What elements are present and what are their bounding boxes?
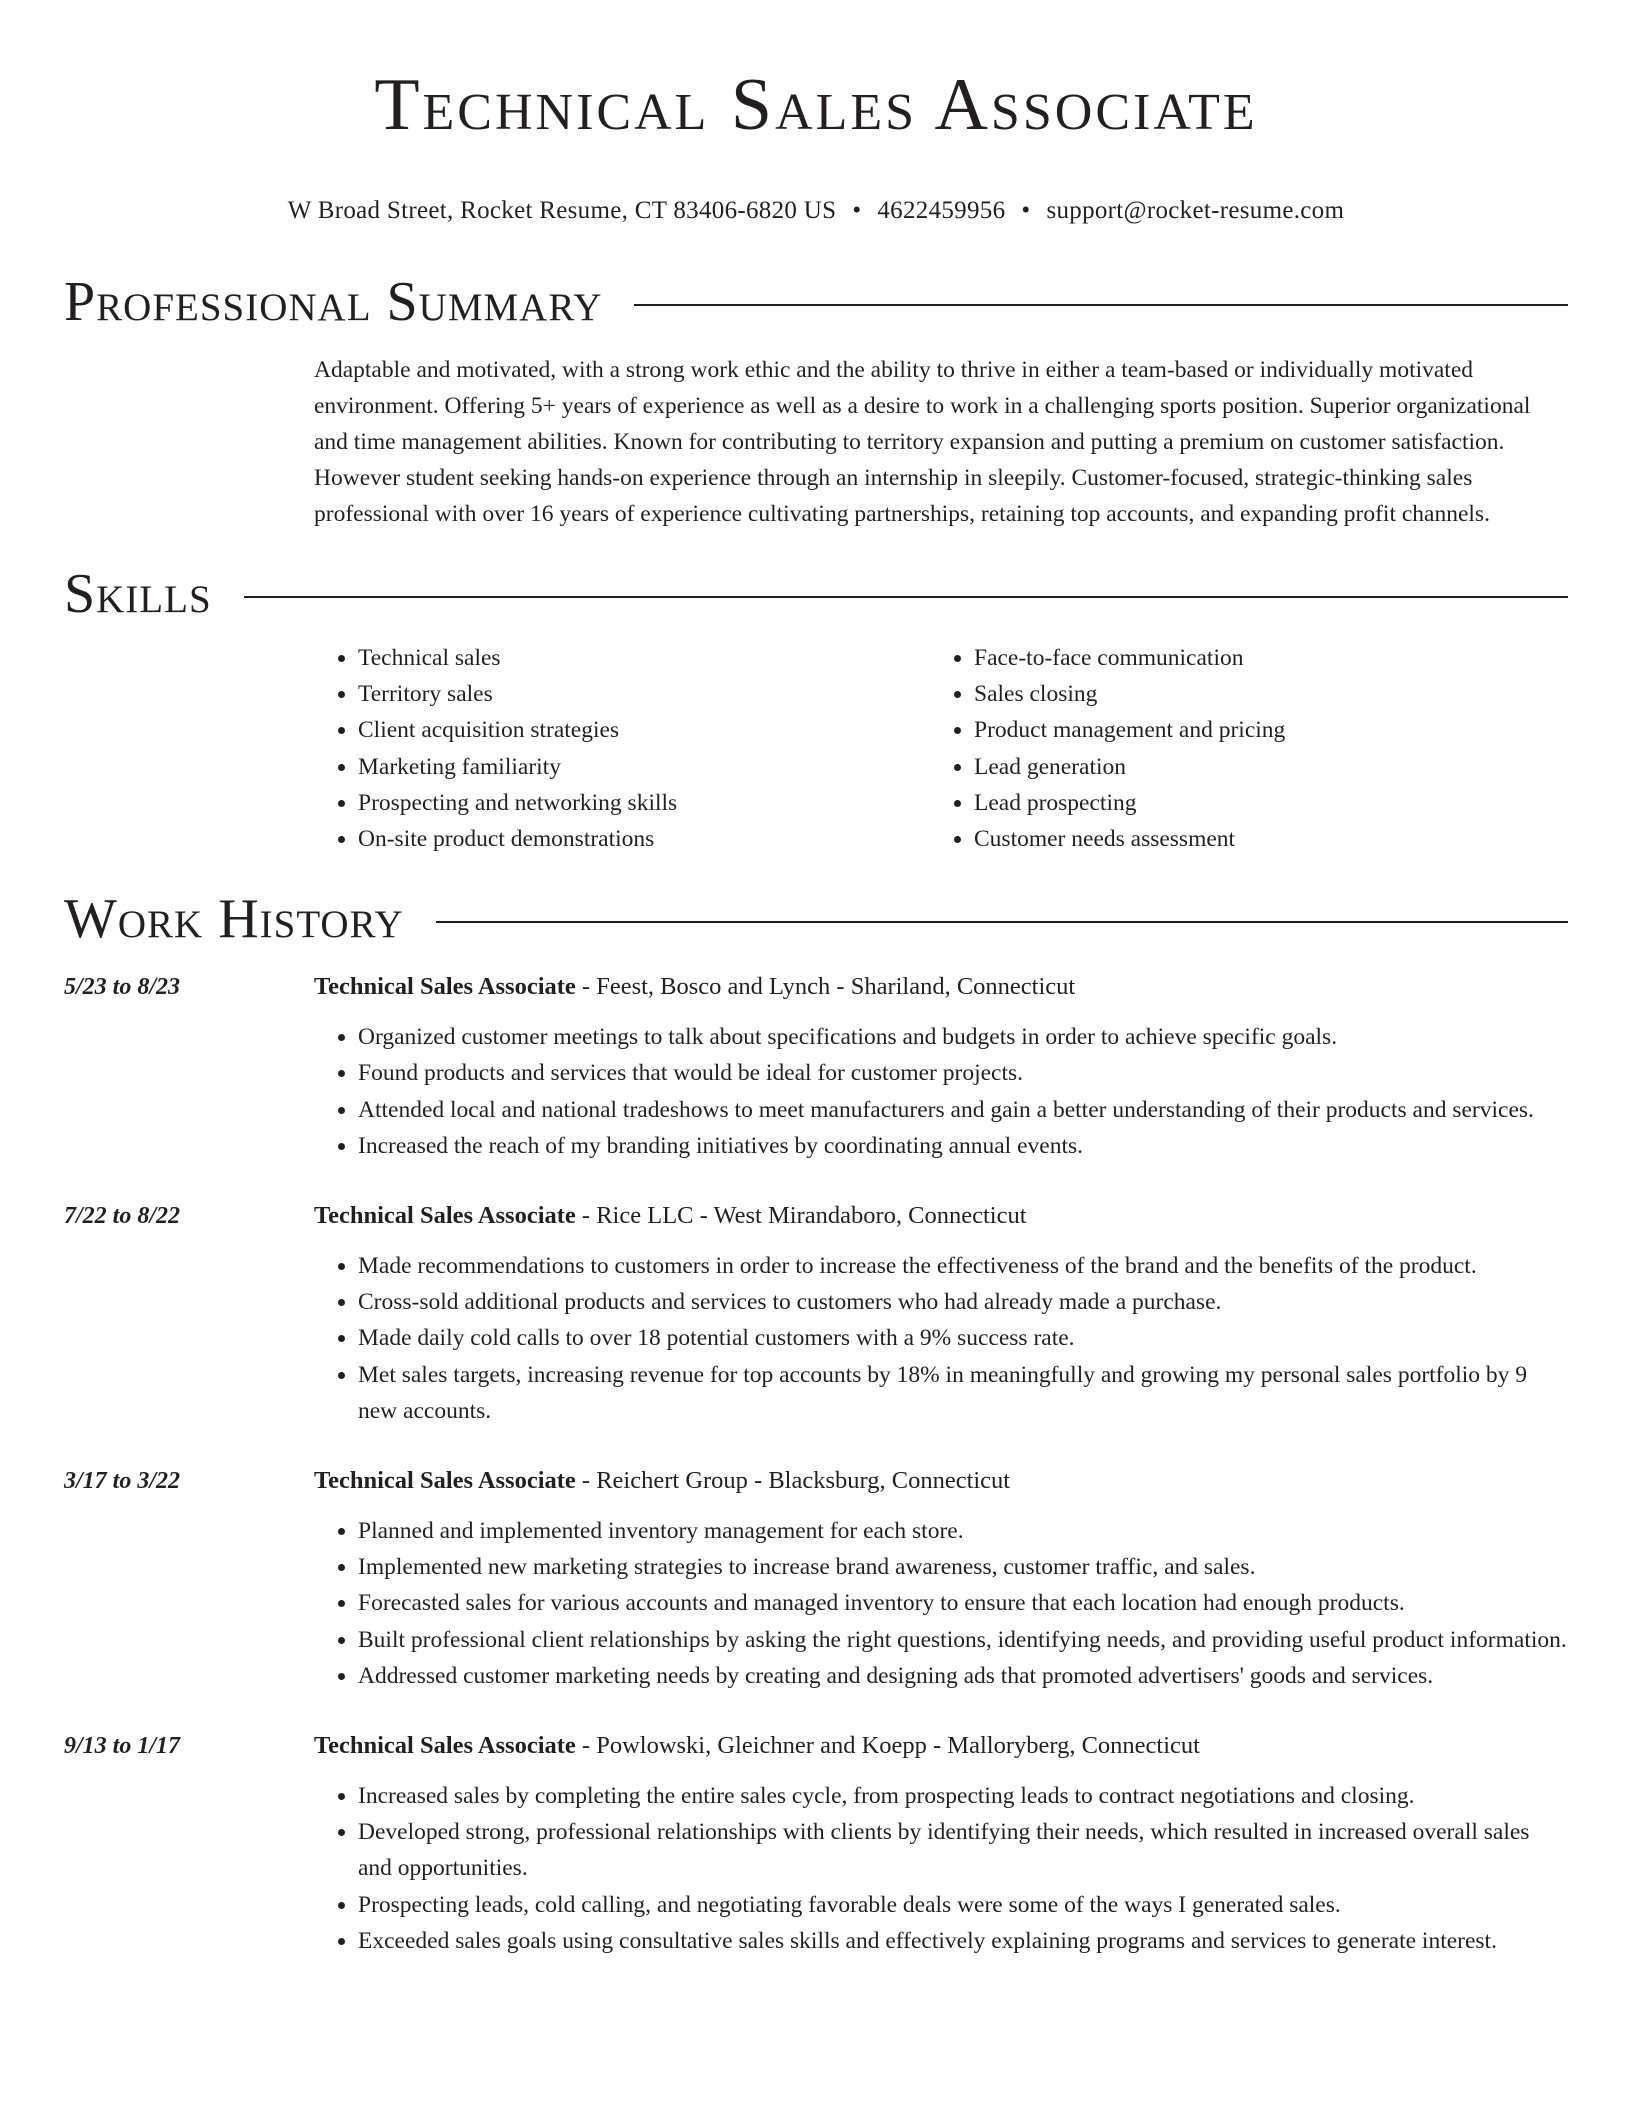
contact-separator: • (852, 197, 862, 224)
section-divider (244, 596, 1568, 598)
job-bullet: • Cross-sold additional products and services to customers who had already made a purchase. (358, 1284, 1568, 1320)
job-role: Technical Sales Associate (314, 1467, 576, 1495)
skills-list-right (930, 640, 1546, 857)
summary-text: Adaptable and motivated, with a strong work ethic and the ability to thrive in either a team-based or individually motivated environment. Offering 5+ years of experience as well as a desire to work in a challenging sports position. Superior organizational and time management abilities. Known for contributing to territory expansion and putting a premium on customer satisfaction. However student seeking hands-on experience through an internship in sleepily. Customer-focused, strategic-thinking sales professional with over 16 years of experience cultivating partnerships, retaining top accounts, and expanding profit channels. (314, 357, 1531, 527)
contact-separator: • (1021, 197, 1031, 224)
summary-section (64, 270, 1568, 532)
job-entry (64, 1728, 1568, 1959)
skill-item: • Territory sales (358, 676, 930, 712)
skill-item: • Face-to-face communication (974, 640, 1546, 676)
skill-item: • Lead prospecting (974, 785, 1546, 821)
job-employer-location: - Powlowski, Gleichner and Koepp - Malloryberg, Connecticut (575, 1732, 1200, 1760)
job-role: Technical Sales Associate (314, 973, 576, 1001)
job-role: Technical Sales Associate (314, 1732, 576, 1760)
job-bullet: • Made daily cold calls to over 18 potential customers with a 9% success rate. (358, 1320, 1568, 1356)
job-body (314, 1463, 1568, 1694)
job-bullet: • Planned and implemented inventory management for each store. (358, 1513, 1568, 1549)
work-history-section (64, 887, 1568, 1959)
contact-phone: 4622459956 (877, 197, 1006, 224)
skills-section (64, 562, 1568, 857)
job-bullet: • Prospecting leads, cold calling, and negotiating favorable deals were some of the ways I generated sales. (358, 1887, 1568, 1923)
skill-item: • Customer needs assessment (974, 821, 1546, 857)
skill-item: • Sales closing (974, 676, 1546, 712)
job-bullet: • Developed strong, professional relationships with clients by identifying their needs, which resulted in increased overall sales and opportunities. (358, 1814, 1568, 1886)
skills-title: Skills (64, 563, 212, 625)
job-bullet: • Addressed customer marketing needs by creating and designing ads that promoted advertisers' goods and services. (358, 1658, 1568, 1694)
summary-title: Professional Summary (64, 271, 603, 333)
skills-header (64, 562, 1568, 626)
job-entry (64, 1198, 1568, 1429)
section-divider (436, 921, 1568, 923)
summary-header (64, 270, 1568, 334)
job-bullet: • Built professional client relationships by asking the right questions, identifying needs, and providing useful product information. (358, 1622, 1568, 1658)
job-entry (64, 1463, 1568, 1694)
job-body (314, 1728, 1568, 1959)
job-bullets (314, 1019, 1568, 1164)
job-role: Technical Sales Associate (314, 1202, 576, 1230)
resume-name-heading: Technical Sales Associate (374, 64, 1258, 146)
job-bullet: • Found products and services that would be ideal for customer projects. (358, 1055, 1568, 1091)
work-history-header (64, 887, 1568, 951)
job-bullet: • Implemented new marketing strategies to increase brand awareness, customer traffic, and sales. (358, 1549, 1568, 1585)
job-employer-location: - Rice LLC - West Mirandaboro, Connecticut (575, 1202, 1027, 1230)
job-title-line (314, 1198, 1568, 1234)
contact-line (64, 194, 1568, 228)
skills-columns (314, 640, 1568, 857)
skill-item: • Prospecting and networking skills (358, 785, 930, 821)
job-body (314, 1198, 1568, 1429)
job-bullet: • Made recommendations to customers in order to increase the effectiveness of the brand and the benefits of the product. (358, 1248, 1568, 1284)
contact-email: support@rocket-resume.com (1046, 197, 1345, 224)
job-title-line (314, 1728, 1568, 1764)
skills-list-left (314, 640, 930, 857)
job-bullets (314, 1248, 1568, 1429)
job-dates: 7/22 to 8/22 (64, 1203, 181, 1230)
job-body (314, 969, 1568, 1164)
job-employer-location: - Reichert Group - Blacksburg, Connecticut (575, 1467, 1011, 1495)
job-bullet: • Organized customer meetings to talk about specifications and budgets in order to achieve specific goals. (358, 1019, 1568, 1055)
job-bullet: • Increased the reach of my branding initiatives by coordinating annual events. (358, 1128, 1568, 1164)
job-bullet: • Met sales targets, increasing revenue for top accounts by 18% in meaningfully and growing my personal sales portfolio by 9 new accounts. (358, 1357, 1568, 1429)
job-dates: 3/17 to 3/22 (64, 1468, 181, 1495)
work-history-title: Work History (64, 888, 404, 951)
skill-item: • Technical sales (358, 640, 930, 676)
job-title-line (314, 969, 1568, 1005)
contact-address: W Broad Street, Rocket Resume, CT 83406-6820 US (287, 197, 837, 224)
job-bullets (314, 1513, 1568, 1694)
job-bullet: • Increased sales by completing the entire sales cycle, from prospecting leads to contract negotiations and closing. (358, 1778, 1568, 1814)
job-bullet: • Forecasted sales for various accounts and managed inventory to ensure that each location had enough products. (358, 1585, 1568, 1621)
skill-item: • Marketing familiarity (358, 749, 930, 785)
job-bullet: • Attended local and national tradeshows to meet manufacturers and gain a better understanding of their products and services. (358, 1092, 1568, 1128)
job-employer-location: - Feest, Bosco and Lynch - Shariland, Connecticut (575, 973, 1076, 1001)
skill-item: • Lead generation (974, 749, 1546, 785)
job-entry (64, 969, 1568, 1164)
section-divider (634, 304, 1568, 306)
job-dates: 9/13 to 1/17 (64, 1733, 181, 1760)
job-bullet: • Exceeded sales goals using consultative sales skills and effectively explaining programs and services to generate interest. (358, 1923, 1568, 1959)
job-title-line (314, 1463, 1568, 1499)
skill-item: • Product management and pricing (974, 712, 1546, 748)
job-bullets (314, 1778, 1568, 1959)
job-dates: 5/23 to 8/23 (64, 974, 181, 1001)
skill-item: • Client acquisition strategies (358, 712, 930, 748)
skill-item: • On-site product demonstrations (358, 821, 930, 857)
